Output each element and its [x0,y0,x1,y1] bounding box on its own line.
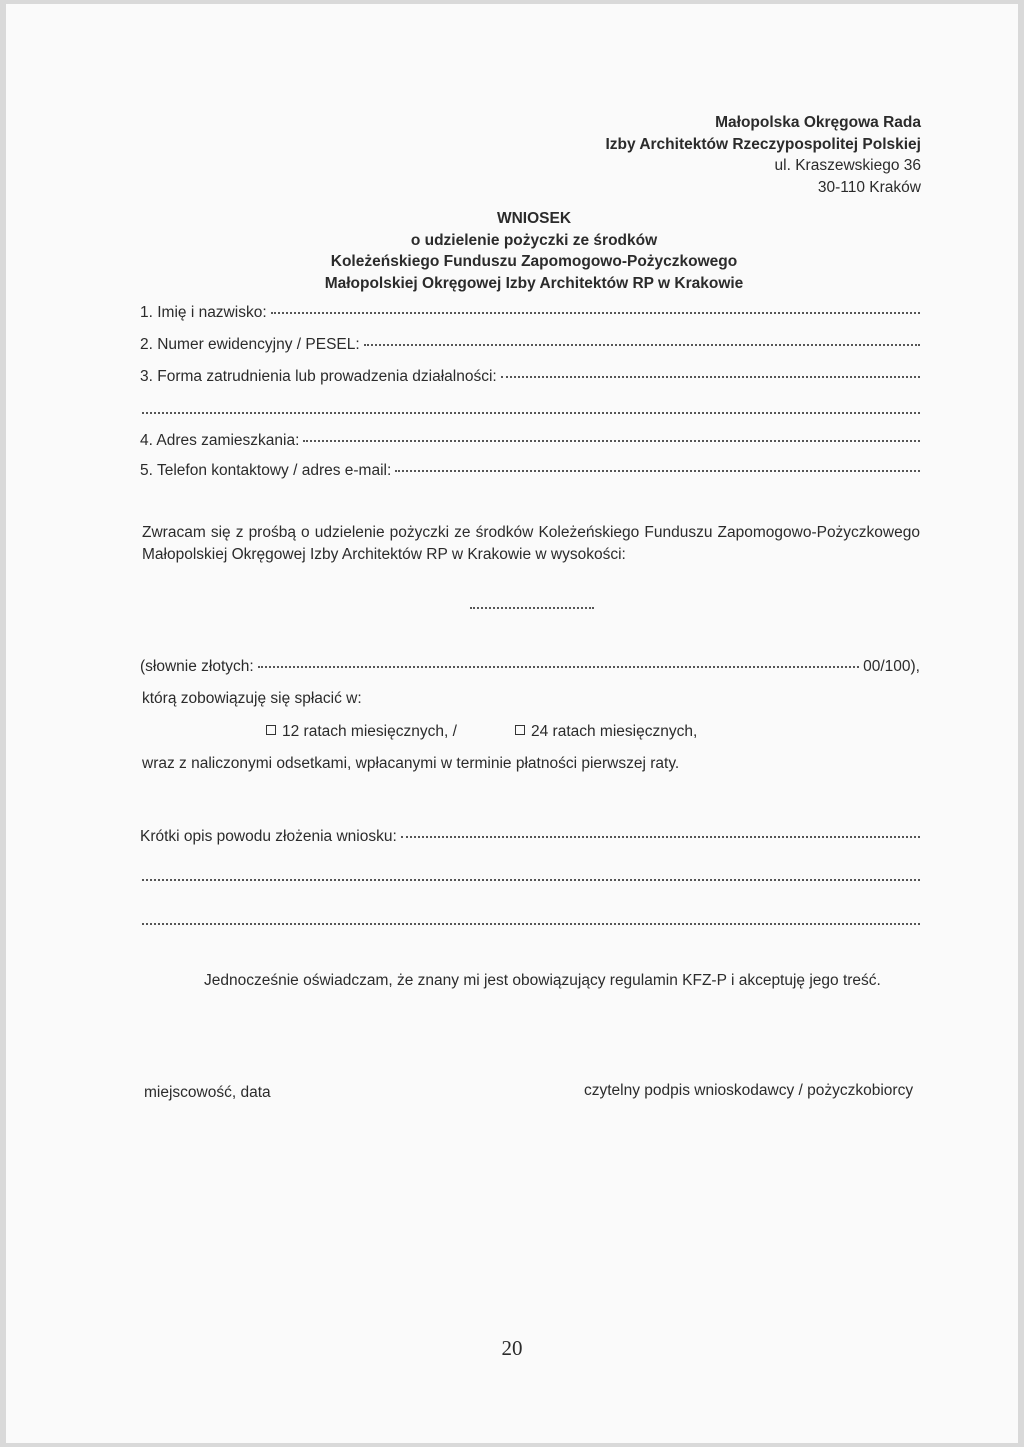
field-contact-fill-line[interactable] [395,470,920,472]
amount-in-words-fill-line[interactable] [258,666,859,668]
recipient-address [605,112,921,198]
reason-extra-line-2[interactable] [142,923,920,925]
signature-label: czytelny podpis wnioskodawcy / pożyczkobiorcy [584,1082,914,1099]
field-id-number-label: 2. Numer ewidencyjny / PESEL: [140,336,360,353]
field-employment[interactable] [140,368,920,390]
field-address-label: 4. Adres zamieszkania: [140,432,300,449]
interest-note: wraz z naliczonymi odsetkami, wpłacanymi w terminie płatności pierwszej raty. [142,755,680,772]
field-reason-fill-line[interactable] [401,836,920,838]
option-24-label: 24 ratach miesięcznych, [531,723,698,740]
field-name[interactable] [140,304,920,326]
field-address-fill-line[interactable] [303,440,920,442]
repay-label: którą zobowiązuję się spłacić w: [142,690,362,707]
checkbox-24-icon[interactable] [515,725,525,735]
recipient-city: 30-110 Kraków [817,178,921,196]
field-address[interactable] [140,432,920,454]
field-contact-label: 5. Telefon kontaktowy / adres e-mail: [140,462,392,479]
page-number: 20 [501,1336,523,1360]
field-reason[interactable] [140,828,920,850]
field-amount-in-words[interactable] [140,658,920,680]
field-id-number-fill-line[interactable] [364,344,920,346]
field-reason-label: Krótki opis powodu złożenia wniosku: [140,828,397,845]
option-12-installments[interactable] [266,723,457,741]
field-id-number[interactable] [140,336,920,358]
form-title [134,208,934,294]
checkbox-12-icon[interactable] [266,725,276,735]
recipient-line-1: Małopolska Okręgowa Rada [715,114,921,131]
recipient-line-2: Izby Architektów Rzeczypospolitej Polskiej [605,135,921,153]
title-line-3: Koleżeńskiego Funduszu Zapomogowo-Pożyczkowego [330,253,738,270]
option-12-label: 12 ratach miesięcznych, / [282,723,457,740]
field-name-fill-line[interactable] [271,312,920,314]
title-line-2: o udzielenie pożyczki ze środków [410,231,658,249]
field-employment-label: 3. Forma zatrudnienia lub prowadzenia działalności: [140,368,497,385]
recipient-street: ul. Kraszewskiego 36 [774,157,921,174]
request-paragraph: Zwracam się z prośbą o udzielenie pożyczki ze środków Koleżeńskiego Funduszu Zapomogowo-Pożyczkowego Małopolskiej Okręgowej Izby Architektów RP w Krakowie w wysokości: [142,524,920,563]
reason-extra-line-1[interactable] [142,879,920,881]
amount-in-words-label: (słownie złotych: [140,658,254,675]
amount-in-words-suffix: 00/100), [863,658,920,675]
field-employment-extra-line[interactable] [142,412,920,414]
place-date-label: miejscowość, data [144,1084,271,1101]
option-24-installments[interactable] [515,723,697,741]
field-name-label: 1. Imię i nazwisko: [140,304,267,321]
amount-fill-line[interactable] [470,607,594,609]
field-employment-fill-line[interactable] [501,376,920,378]
declaration: Jednocześnie oświadczam, że znany mi jest obowiązujący regulamin KFZ-P i akceptuję jego treść. [204,972,881,989]
field-contact[interactable] [140,462,920,484]
title-line-1: WNIOSEK [496,210,572,227]
title-line-4: Małopolskiej Okręgowej Izby Architektów RP w Krakowie [324,274,744,292]
